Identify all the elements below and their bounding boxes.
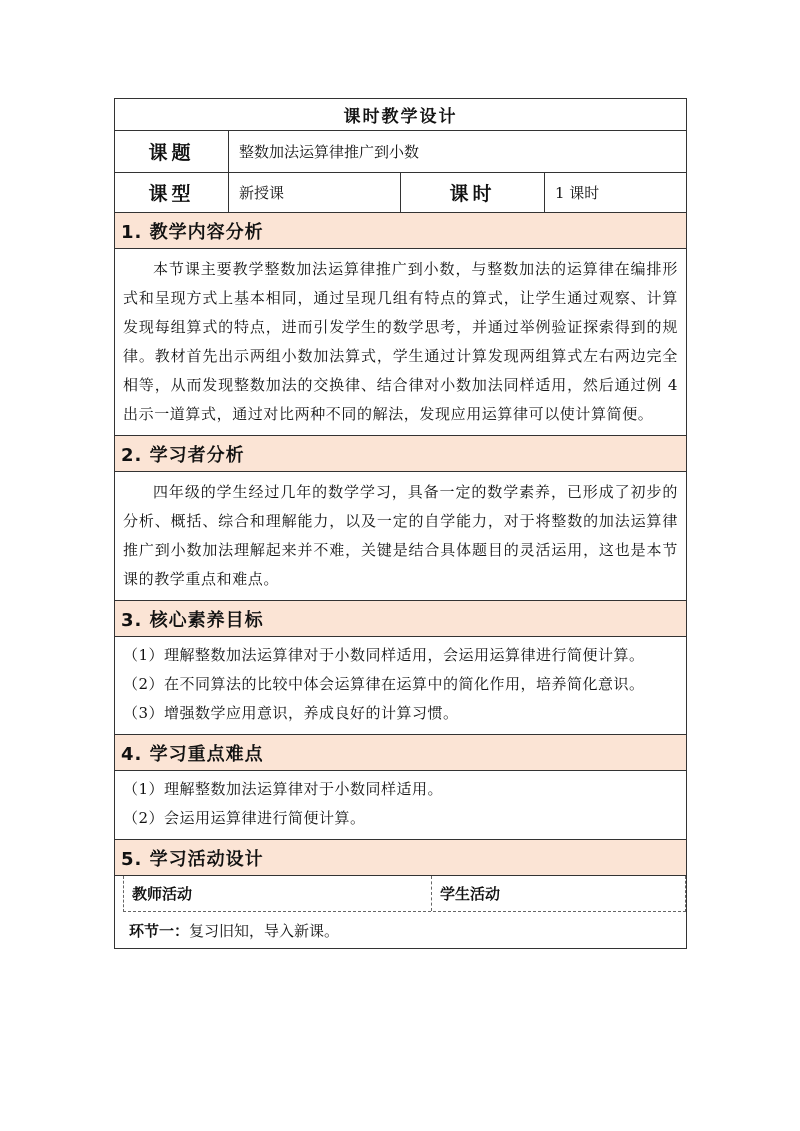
content-analysis-text: 本节课主要教学整数加法运算律推广到小数，与整数加法的运算律在编排形式和呈现方式上基本相同，通过呈现几组有特点的算式，让学生通过观察、计算发现每组算式的特点，进而引发学生的数学思考，并通过举例验证探索得到的规律。教材首先出示两组小数加法算式，学生通过计算发现两组算式左右两边完全相等，从而发现整数加法的交换律、结合律对小数加法同样适用，然后通过例 4 出示一道算式，通过对比两种不同的解法，发现应用运算律可以使计算简便。 <box>123 260 678 423</box>
table-title: 课时教学设计 <box>343 107 458 127</box>
content-analysis-body <box>115 249 686 436</box>
table-title-row <box>115 99 686 131</box>
step-text: 复习旧知，导入新课。 <box>189 921 340 940</box>
period-value: 1 课时 <box>555 184 600 202</box>
activity-step-row <box>115 912 686 948</box>
topic-row <box>115 131 686 173</box>
activity-header-row <box>115 876 686 912</box>
topic-value: 整数加法运算律推广到小数 <box>239 143 420 161</box>
list-item: （1）理解整数加法运算律对于小数同样适用，会运用运算律进行简便计算。 <box>123 646 645 664</box>
lesson-plan-table <box>114 98 687 949</box>
learner-analysis-body <box>115 472 686 601</box>
section-heading-content-analysis: 1. 教学内容分析 <box>115 213 686 249</box>
type-value: 新授课 <box>229 173 401 212</box>
activity-header <box>123 876 686 912</box>
section-heading-learner-analysis: 2. 学习者分析 <box>115 436 686 472</box>
list-item: （2）在不同算法的比较中体会运算律在运算中的简化作用，培养简化意识。 <box>123 675 645 693</box>
type-period-row <box>115 173 686 213</box>
topic-label: 课题 <box>115 131 229 172</box>
list-item: （3）增强数学应用意识，养成良好的计算习惯。 <box>123 704 459 722</box>
section-heading-core-goals: 3. 核心素养目标 <box>115 601 686 637</box>
list-item: （2）会运用运算律进行简便计算。 <box>123 809 366 827</box>
step-label: 环节一： <box>129 921 190 940</box>
type-label: 课型 <box>115 173 229 212</box>
teacher-activity-header: 教师活动 <box>124 876 432 911</box>
student-activity-header: 学生活动 <box>440 885 501 903</box>
key-points-list <box>115 771 686 840</box>
core-goals-list <box>115 637 686 735</box>
section-heading-activity-design: 5. 学习活动设计 <box>115 840 686 876</box>
learner-analysis-text: 四年级的学生经过几年的数学学习，具备一定的数学素养，已形成了初步的分析、概括、综合和理解能力，以及一定的自学能力，对于将整数的加法运算律推广到小数加法理解起来并不难，关键是结合具体题目的灵活运用，这也是本节课的教学重点和难点。 <box>123 483 678 588</box>
period-label: 课时 <box>401 173 545 212</box>
list-item: （1）理解整数加法运算律对于小数同样适用。 <box>123 780 444 798</box>
section-heading-key-points: 4. 学习重点难点 <box>115 735 686 771</box>
